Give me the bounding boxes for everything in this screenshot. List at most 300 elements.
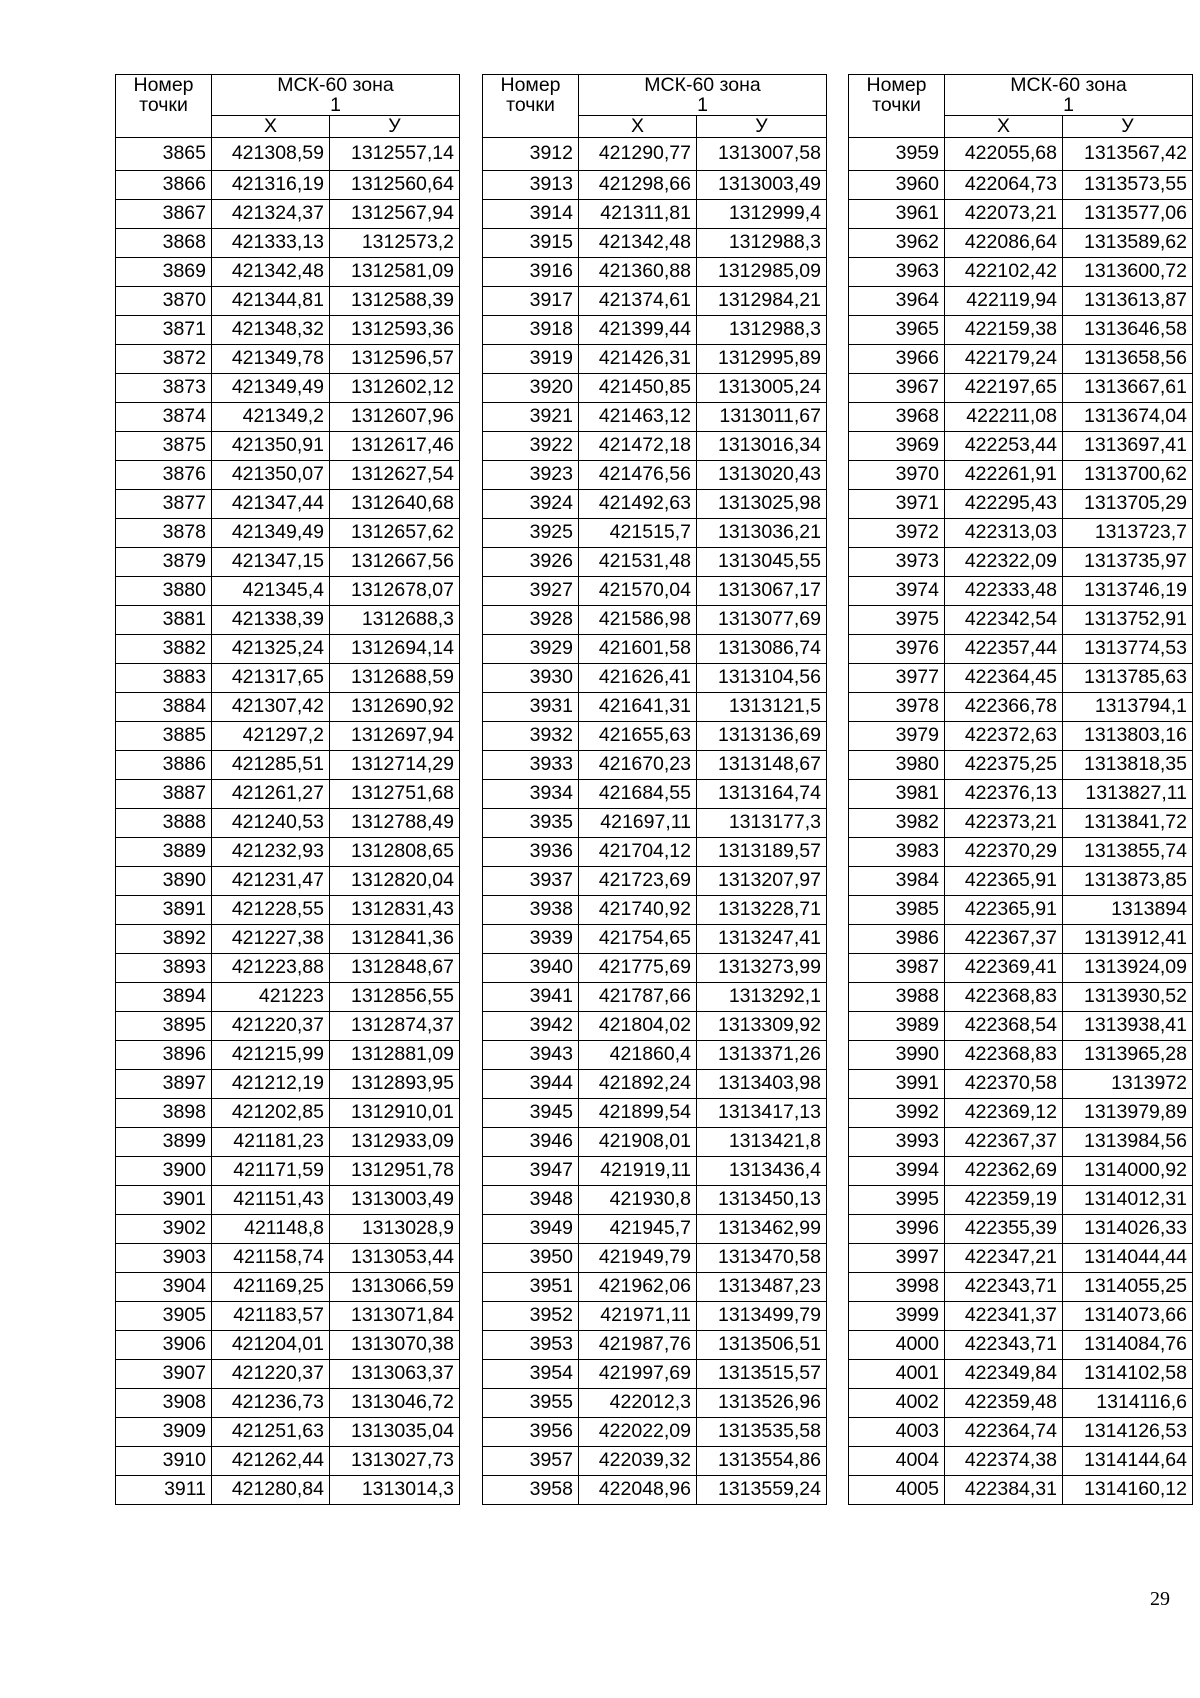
x-coordinate: 421311,81 (579, 200, 697, 229)
table-row (483, 838, 827, 867)
point-number: 3912 (483, 138, 579, 171)
table-row (483, 403, 827, 432)
table-row (116, 1418, 460, 1447)
coordinate-table-3 (848, 74, 1193, 1505)
point-number: 3907 (116, 1360, 212, 1389)
table-row (849, 867, 1193, 896)
table-row (116, 606, 460, 635)
table-row (849, 1418, 1193, 1447)
table-row (849, 896, 1193, 925)
x-coordinate: 421148,8 (212, 1215, 330, 1244)
x-coordinate: 422119,94 (945, 287, 1063, 316)
point-number: 3888 (116, 809, 212, 838)
x-coordinate: 421962,06 (579, 1273, 697, 1302)
point-number: 3920 (483, 374, 579, 403)
x-coordinate: 421775,69 (579, 954, 697, 983)
x-coordinate: 421223,88 (212, 954, 330, 983)
x-coordinate: 422362,69 (945, 1157, 1063, 1186)
y-coordinate: 1312667,56 (330, 548, 460, 577)
x-coordinate: 421236,73 (212, 1389, 330, 1418)
point-number: 3901 (116, 1186, 212, 1215)
table-row (116, 490, 460, 519)
table-row (483, 809, 827, 838)
point-number: 3957 (483, 1447, 579, 1476)
x-coordinate: 421212,19 (212, 1070, 330, 1099)
table-row (849, 138, 1193, 171)
table-row (116, 374, 460, 403)
point-number: 3877 (116, 490, 212, 519)
x-coordinate: 421261,27 (212, 780, 330, 809)
x-coordinate: 421349,49 (212, 374, 330, 403)
y-coordinate: 1313912,41 (1063, 925, 1193, 954)
x-coordinate: 421204,01 (212, 1331, 330, 1360)
point-number: 3896 (116, 1041, 212, 1070)
y-coordinate: 1313016,34 (697, 432, 827, 461)
point-number: 3941 (483, 983, 579, 1012)
table-row (849, 983, 1193, 1012)
table-row (116, 1273, 460, 1302)
y-coordinate: 1313803,16 (1063, 722, 1193, 751)
x-coordinate: 421463,12 (579, 403, 697, 432)
y-coordinate: 1313027,73 (330, 1447, 460, 1476)
y-coordinate: 1313774,53 (1063, 635, 1193, 664)
x-coordinate: 422357,44 (945, 635, 1063, 664)
y-coordinate: 1313077,69 (697, 606, 827, 635)
x-coordinate: 422375,25 (945, 751, 1063, 780)
point-number: 3945 (483, 1099, 579, 1128)
x-coordinate: 421586,98 (579, 606, 697, 635)
point-number: 3998 (849, 1273, 945, 1302)
y-coordinate: 1312588,39 (330, 287, 460, 316)
point-number: 3900 (116, 1157, 212, 1186)
point-number-header: Номер точки (483, 75, 579, 138)
table-row (849, 1447, 1193, 1476)
x-coordinate: 421601,58 (579, 635, 697, 664)
table-row (483, 1012, 827, 1041)
x-coordinate: 421908,01 (579, 1128, 697, 1157)
point-number: 3953 (483, 1331, 579, 1360)
point-number: 4000 (849, 1331, 945, 1360)
table-row (483, 1331, 827, 1360)
y-coordinate: 1313071,84 (330, 1302, 460, 1331)
y-coordinate: 1314044,44 (1063, 1244, 1193, 1273)
table-row (483, 867, 827, 896)
x-coordinate: 422359,19 (945, 1186, 1063, 1215)
y-coordinate: 1313841,72 (1063, 809, 1193, 838)
point-number: 3922 (483, 432, 579, 461)
x-coordinate: 422073,21 (945, 200, 1063, 229)
y-coordinate: 1314116,6 (1063, 1389, 1193, 1418)
y-coordinate: 1313273,99 (697, 954, 827, 983)
x-coordinate: 422367,37 (945, 925, 1063, 954)
point-number: 3978 (849, 693, 945, 722)
point-number: 3931 (483, 693, 579, 722)
y-coordinate: 1313045,55 (697, 548, 827, 577)
point-number: 3961 (849, 200, 945, 229)
y-coordinate: 1314102,58 (1063, 1360, 1193, 1389)
x-coordinate: 421151,43 (212, 1186, 330, 1215)
point-number: 3919 (483, 345, 579, 374)
x-coordinate: 421399,44 (579, 316, 697, 345)
point-number: 3949 (483, 1215, 579, 1244)
point-number: 3930 (483, 664, 579, 693)
x-coordinate: 422355,39 (945, 1215, 1063, 1244)
point-number: 3990 (849, 1041, 945, 1070)
point-number: 3902 (116, 1215, 212, 1244)
y-coordinate: 1313036,21 (697, 519, 827, 548)
point-number: 3866 (116, 171, 212, 200)
y-coordinate: 1313559,24 (697, 1476, 827, 1505)
point-number: 4005 (849, 1476, 945, 1505)
x-coordinate: 421232,93 (212, 838, 330, 867)
point-number: 3904 (116, 1273, 212, 1302)
point-number: 3878 (116, 519, 212, 548)
point-number: 3976 (849, 635, 945, 664)
point-number: 3970 (849, 461, 945, 490)
point-number: 3894 (116, 983, 212, 1012)
y-coordinate: 1313462,99 (697, 1215, 827, 1244)
y-coordinate: 1313148,67 (697, 751, 827, 780)
x-coordinate: 422055,68 (945, 138, 1063, 171)
x-coordinate: 422365,91 (945, 867, 1063, 896)
y-coordinate: 1312933,09 (330, 1128, 460, 1157)
table-row (483, 1128, 827, 1157)
x-coordinate: 421374,61 (579, 287, 697, 316)
point-number: 3879 (116, 548, 212, 577)
y-coordinate: 1313499,79 (697, 1302, 827, 1331)
x-coordinate: 421655,63 (579, 722, 697, 751)
table-row (849, 171, 1193, 200)
y-coordinate: 1313104,56 (697, 664, 827, 693)
x-coordinate: 421450,85 (579, 374, 697, 403)
x-coordinate: 421285,51 (212, 751, 330, 780)
x-coordinate: 421298,66 (579, 171, 697, 200)
table-row (483, 519, 827, 548)
x-coordinate: 421324,37 (212, 200, 330, 229)
point-number: 3873 (116, 374, 212, 403)
x-coordinate: 421183,57 (212, 1302, 330, 1331)
page-number: 29 (1150, 1588, 1170, 1610)
table-row (849, 1302, 1193, 1331)
point-number: 3956 (483, 1418, 579, 1447)
point-number: 3997 (849, 1244, 945, 1273)
point-number: 3968 (849, 403, 945, 432)
y-coordinate: 1312567,94 (330, 200, 460, 229)
x-coordinate: 421307,42 (212, 693, 330, 722)
point-number: 3992 (849, 1099, 945, 1128)
x-coordinate: 421704,12 (579, 838, 697, 867)
y-coordinate: 1312560,64 (330, 171, 460, 200)
x-coordinate: 421426,31 (579, 345, 697, 374)
point-number: 3955 (483, 1389, 579, 1418)
y-coordinate: 1312581,09 (330, 258, 460, 287)
coordinate-table-1 (115, 74, 460, 1505)
y-coordinate: 1312831,43 (330, 896, 460, 925)
table-row (116, 1244, 460, 1273)
point-number: 3936 (483, 838, 579, 867)
point-number: 4004 (849, 1447, 945, 1476)
table-row (849, 316, 1193, 345)
point-number: 3959 (849, 138, 945, 171)
y-coordinate: 1313136,69 (697, 722, 827, 751)
x-coordinate: 421215,99 (212, 1041, 330, 1070)
point-number: 3924 (483, 490, 579, 519)
x-coordinate: 422369,41 (945, 954, 1063, 983)
y-coordinate: 1313003,49 (697, 171, 827, 200)
x-coordinate: 421804,02 (579, 1012, 697, 1041)
y-coordinate: 1312893,95 (330, 1070, 460, 1099)
y-coordinate: 1313417,13 (697, 1099, 827, 1128)
x-coordinate: 422369,12 (945, 1099, 1063, 1128)
point-number: 3908 (116, 1389, 212, 1418)
x-coordinate: 422376,13 (945, 780, 1063, 809)
point-number: 3986 (849, 925, 945, 954)
x-coordinate: 421670,23 (579, 751, 697, 780)
point-number: 3938 (483, 896, 579, 925)
table-row (116, 345, 460, 374)
y-coordinate: 1313894 (1063, 896, 1193, 925)
table-row (116, 548, 460, 577)
y-coordinate: 1312607,96 (330, 403, 460, 432)
y-coordinate: 1313700,62 (1063, 461, 1193, 490)
x-coordinate: 422039,32 (579, 1447, 697, 1476)
point-number: 3928 (483, 606, 579, 635)
point-number: 3927 (483, 577, 579, 606)
table-row (116, 1389, 460, 1418)
table-row (483, 1302, 827, 1331)
point-number: 3910 (116, 1447, 212, 1476)
y-coordinate: 1314055,25 (1063, 1273, 1193, 1302)
table-row (849, 954, 1193, 983)
x-coordinate: 421202,85 (212, 1099, 330, 1128)
point-number: 3890 (116, 867, 212, 896)
x-coordinate: 422313,03 (945, 519, 1063, 548)
x-coordinate: 421181,23 (212, 1128, 330, 1157)
point-number: 3929 (483, 635, 579, 664)
y-coordinate: 1313697,41 (1063, 432, 1193, 461)
y-coordinate: 1313658,56 (1063, 345, 1193, 374)
y-coordinate: 1313207,97 (697, 867, 827, 896)
table-row (116, 838, 460, 867)
table-row (116, 925, 460, 954)
point-number: 3869 (116, 258, 212, 287)
y-coordinate: 1313873,85 (1063, 867, 1193, 896)
x-coordinate: 422365,91 (945, 896, 1063, 925)
point-number: 3977 (849, 664, 945, 693)
x-coordinate: 422064,73 (945, 171, 1063, 200)
y-coordinate: 1313450,13 (697, 1186, 827, 1215)
point-number: 3867 (116, 200, 212, 229)
x-coordinate: 421290,77 (579, 138, 697, 171)
point-number: 3942 (483, 1012, 579, 1041)
point-number: 3886 (116, 751, 212, 780)
y-coordinate: 1313930,52 (1063, 983, 1193, 1012)
table-row (483, 316, 827, 345)
x-coordinate: 422211,08 (945, 403, 1063, 432)
y-coordinate: 1313855,74 (1063, 838, 1193, 867)
table-row (116, 664, 460, 693)
point-number: 3960 (849, 171, 945, 200)
point-number: 3987 (849, 954, 945, 983)
coordinate-system-header: МСК-60 зона 1 (945, 75, 1193, 116)
x-coordinate: 421297,2 (212, 722, 330, 751)
x-coordinate: 422322,09 (945, 548, 1063, 577)
y-coordinate: 1313470,58 (697, 1244, 827, 1273)
y-coordinate: 1313554,86 (697, 1447, 827, 1476)
y-coordinate: 1313053,44 (330, 1244, 460, 1273)
point-number: 3965 (849, 316, 945, 345)
x-coordinate: 421349,78 (212, 345, 330, 374)
point-number: 3865 (116, 138, 212, 171)
y-coordinate: 1312988,3 (697, 316, 827, 345)
table-row (849, 519, 1193, 548)
x-coordinate: 421228,55 (212, 896, 330, 925)
point-number: 3925 (483, 519, 579, 548)
table-row (849, 1099, 1193, 1128)
y-coordinate: 1313526,96 (697, 1389, 827, 1418)
x-coordinate: 422349,84 (945, 1360, 1063, 1389)
table-row (849, 664, 1193, 693)
x-coordinate: 421338,39 (212, 606, 330, 635)
point-number: 3943 (483, 1041, 579, 1070)
x-coordinate: 421349,49 (212, 519, 330, 548)
point-number: 3923 (483, 461, 579, 490)
x-coordinate: 422022,09 (579, 1418, 697, 1447)
x-coordinate: 421317,65 (212, 664, 330, 693)
x-coordinate: 421787,66 (579, 983, 697, 1012)
y-coordinate: 1313436,4 (697, 1157, 827, 1186)
y-coordinate: 1312910,01 (330, 1099, 460, 1128)
y-coordinate: 1313613,87 (1063, 287, 1193, 316)
table-row (116, 983, 460, 1012)
x-coordinate: 422370,58 (945, 1070, 1063, 1099)
x-coordinate: 421997,69 (579, 1360, 697, 1389)
point-number: 3951 (483, 1273, 579, 1302)
point-number: 3916 (483, 258, 579, 287)
y-coordinate: 1313667,61 (1063, 374, 1193, 403)
point-number: 3914 (483, 200, 579, 229)
point-number: 3911 (116, 1476, 212, 1505)
table-row (483, 548, 827, 577)
x-coordinate: 422197,65 (945, 374, 1063, 403)
point-number: 4001 (849, 1360, 945, 1389)
x-coordinate: 422048,96 (579, 1476, 697, 1505)
y-coordinate: 1313938,41 (1063, 1012, 1193, 1041)
table-row (849, 1012, 1193, 1041)
y-coordinate: 1313746,19 (1063, 577, 1193, 606)
table-row (849, 577, 1193, 606)
y-coordinate: 1314026,33 (1063, 1215, 1193, 1244)
table-row (483, 345, 827, 374)
y-coordinate: 1312690,92 (330, 693, 460, 722)
x-coordinate: 421945,7 (579, 1215, 697, 1244)
point-number: 3897 (116, 1070, 212, 1099)
point-number: 3898 (116, 1099, 212, 1128)
y-coordinate: 1312841,36 (330, 925, 460, 954)
table-row (116, 751, 460, 780)
point-number-header: Номер точки (849, 75, 945, 138)
x-coordinate: 421348,32 (212, 316, 330, 345)
table-row (116, 316, 460, 345)
table-row (849, 1157, 1193, 1186)
table-row (116, 1215, 460, 1244)
table-row (116, 1012, 460, 1041)
y-coordinate: 1313589,62 (1063, 229, 1193, 258)
y-coordinate: 1312985,09 (697, 258, 827, 287)
table-row (849, 200, 1193, 229)
y-coordinate: 1313735,97 (1063, 548, 1193, 577)
x-coordinate: 421570,04 (579, 577, 697, 606)
y-coordinate: 1313014,3 (330, 1476, 460, 1505)
table-row (483, 490, 827, 519)
y-coordinate: 1314160,12 (1063, 1476, 1193, 1505)
point-number: 3909 (116, 1418, 212, 1447)
point-number: 3889 (116, 838, 212, 867)
point-number: 3946 (483, 1128, 579, 1157)
table-row (116, 780, 460, 809)
y-coordinate: 1312881,09 (330, 1041, 460, 1070)
point-number: 3972 (849, 519, 945, 548)
coordinate-system-header: МСК-60 зона 1 (212, 75, 460, 116)
table-row (849, 258, 1193, 287)
table-row (483, 606, 827, 635)
table-row (849, 780, 1193, 809)
x-coordinate: 421949,79 (579, 1244, 697, 1273)
x-coordinate: 422341,37 (945, 1302, 1063, 1331)
point-number: 3981 (849, 780, 945, 809)
point-number: 3947 (483, 1157, 579, 1186)
table-row (483, 1070, 827, 1099)
table-row (483, 577, 827, 606)
table-row (483, 1447, 827, 1476)
x-coordinate: 422384,31 (945, 1476, 1063, 1505)
table-row (849, 1070, 1193, 1099)
point-number: 3905 (116, 1302, 212, 1331)
table-row (849, 1041, 1193, 1070)
x-header: Х (579, 116, 697, 138)
x-coordinate: 421684,55 (579, 780, 697, 809)
x-coordinate: 421892,24 (579, 1070, 697, 1099)
x-coordinate: 421515,7 (579, 519, 697, 548)
x-coordinate: 421316,19 (212, 171, 330, 200)
x-coordinate: 421492,63 (579, 490, 697, 519)
table-row (849, 1389, 1193, 1418)
y-coordinate: 1312657,62 (330, 519, 460, 548)
x-coordinate: 421919,11 (579, 1157, 697, 1186)
y-coordinate: 1313020,43 (697, 461, 827, 490)
point-number: 3974 (849, 577, 945, 606)
y-coordinate: 1312999,4 (697, 200, 827, 229)
y-coordinate: 1313535,58 (697, 1418, 827, 1447)
coordinate-table-2 (482, 74, 827, 1505)
y-coordinate: 1313600,72 (1063, 258, 1193, 287)
table-row (483, 925, 827, 954)
table-row (116, 1447, 460, 1476)
table-row (483, 171, 827, 200)
y-header: У (697, 116, 827, 138)
y-coordinate: 1313028,9 (330, 1215, 460, 1244)
y-coordinate: 1312820,04 (330, 867, 460, 896)
table-row (483, 461, 827, 490)
table-row (849, 1331, 1193, 1360)
table-row (483, 1244, 827, 1273)
y-coordinate: 1313794,1 (1063, 693, 1193, 722)
point-number: 3994 (849, 1157, 945, 1186)
x-coordinate: 421531,48 (579, 548, 697, 577)
point-number: 3932 (483, 722, 579, 751)
y-coordinate: 1313515,57 (697, 1360, 827, 1389)
x-coordinate: 421350,07 (212, 461, 330, 490)
